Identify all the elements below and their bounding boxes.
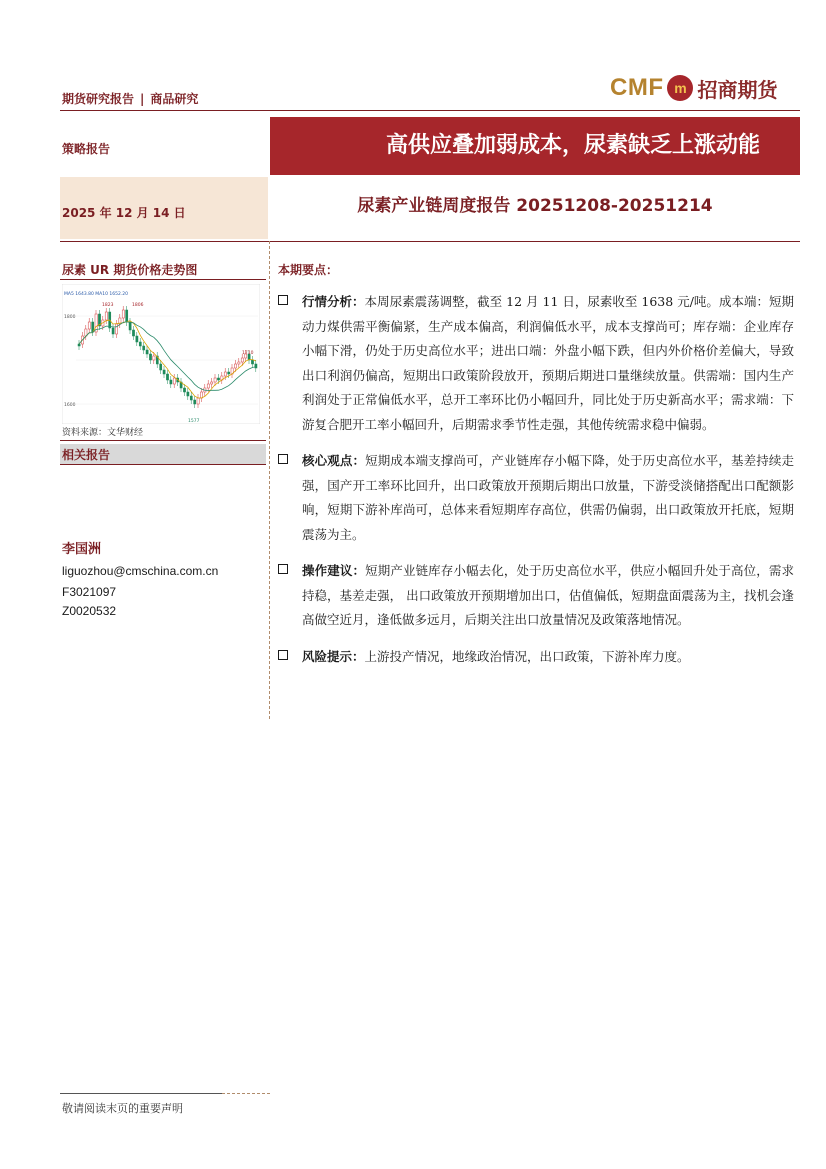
candle [112, 328, 114, 334]
candle [122, 310, 124, 318]
candle [200, 392, 202, 398]
candle [217, 378, 219, 380]
header-category: 期货研究报告 [62, 92, 135, 106]
analyst-email[interactable]: liguozhou@cmschina.com.cn [62, 564, 219, 578]
candle [136, 336, 138, 342]
source-rule [60, 440, 266, 441]
related-rule [60, 464, 266, 465]
price-chart [62, 284, 260, 424]
candle [160, 364, 162, 370]
candle [190, 396, 192, 400]
candle [143, 346, 145, 350]
candle [132, 330, 134, 336]
license-z: Z0020532 [62, 604, 117, 618]
company-logo [610, 72, 777, 104]
candle [238, 362, 240, 364]
candle [129, 322, 131, 330]
bullet-label: 行情分析： [302, 294, 365, 309]
logo-cn-text: 招商期货 [697, 77, 778, 102]
header-section: 商品研究 [150, 92, 199, 106]
logo-badge-icon: m [667, 75, 693, 101]
bullet-label: 操作建议： [302, 563, 366, 578]
candle [163, 370, 165, 374]
report-date: 2025 年 12 月 14 日 [62, 206, 186, 220]
header-divider [60, 110, 800, 111]
related-reports-title: 相关报告 [62, 448, 111, 462]
peak-label: 1710 [242, 351, 254, 356]
header-breadcrumb [62, 90, 198, 107]
key-points-list [278, 290, 794, 681]
candle [149, 354, 151, 360]
footer-dash [222, 1093, 270, 1094]
bullet-text: 短期成本端支撑尚可，产业链库存小幅下降，处于历史高位水平，基差持续走强，国产开工率环比回升，出口政策放开预期后期出口放量，下游受淡储搭配出口配额影响，短期下游补库尚可，总体来看短期库存高位，供需仍偏弱，出口政策放开托底，短期震荡为主。 [302, 453, 794, 542]
candle [224, 372, 226, 376]
candle [255, 364, 257, 368]
checkbox-bullet-icon [278, 650, 288, 660]
bullet-text: 短期产业链库存小幅去化，处于历史高位水平，供应小幅回升处于高位，需求持稳，基差走强， 出口政策放开预期增加出口，估值偏低，短期盘面震荡为主，找机会逢高做空近月，逢低做多远月，后期关注出口放量情况及政策落地情况。 [302, 563, 794, 627]
candle [173, 378, 175, 384]
candle [241, 358, 243, 362]
key-points-title: 本期要点： [278, 263, 339, 277]
candle [207, 384, 209, 388]
candle [197, 398, 199, 404]
chart-tick-top: 1800 [64, 315, 76, 320]
license-f: F3021097 [62, 585, 117, 599]
candle [78, 344, 80, 346]
bullet-core-view [278, 449, 794, 547]
candle [170, 380, 172, 384]
candle [146, 350, 148, 354]
low-label: 1577 [188, 419, 200, 424]
checkbox-bullet-icon [278, 564, 288, 574]
chart-title: 尿素 UR 期货价格走势图 [62, 263, 198, 277]
checkbox-bullet-icon [278, 295, 288, 305]
chart-legend: MA5 1643.80 MA10 1652.20 [64, 292, 129, 297]
column-divider [269, 241, 270, 719]
header-separator: | [140, 92, 145, 106]
analyst-name: 李国洲 [62, 542, 102, 557]
candle [88, 322, 90, 329]
candle [187, 392, 189, 396]
chart-frame [62, 284, 260, 424]
candle [126, 310, 128, 322]
candle [105, 312, 107, 320]
candle [251, 360, 253, 364]
chart-title-rule [60, 279, 266, 280]
report-title: 高供应叠加弱成本，尿素缺乏上涨动能 [385, 133, 760, 158]
candle [166, 374, 168, 380]
chart-tick-bottom: 1600 [64, 403, 76, 408]
candle [214, 378, 216, 382]
report-subtitle: 尿素产业链周度报告 20251208-20251214 [357, 196, 713, 216]
logo-text: CMF [610, 74, 664, 101]
footer-disclaimer: 敬请阅读末页的重要声明 [62, 1102, 183, 1115]
bullet-label: 核心观点： [302, 453, 366, 468]
candle [228, 372, 230, 374]
candle [139, 342, 141, 346]
footer-rule [60, 1093, 222, 1094]
title-divider [60, 241, 800, 242]
bullet-label: 风险提示： [302, 648, 365, 664]
peak-label: 1806 [132, 303, 144, 308]
peak-label: 1823 [102, 303, 114, 308]
bullet-risk-warning [278, 645, 794, 670]
chart-source: 资料来源：文华财经 [62, 428, 144, 438]
bullet-text: 本周尿素震荡调整，截至 12 月 11 日，尿素收至 1638 元/吨。成本端：短期动力煤供需平衡偏紧，生产成本偏高，利润偏低水平，成本支撑尚可；库存端：企业库存小幅下滑，仍处于历史高位水平；进出口端：外盘小幅下跌，但内外价格价差偏大，导致出口利润仍偏高，短期出口政策阶段放开，预期后期进口量继续放量。供需端：国内生产利润处于正常偏低水平，总开工率环比仍小幅回升，同比处于历史新高水平；需求端：下游复合肥开工率小幅回升，后期需求季节性走强，其他传统需求稳中偏弱。 [302, 294, 794, 432]
candle [211, 382, 213, 384]
candle [234, 364, 236, 368]
candle [115, 324, 117, 334]
candle [194, 400, 196, 404]
candle [153, 356, 155, 360]
checkbox-bullet-icon [278, 454, 288, 464]
bullet-market-analysis [278, 290, 794, 437]
bullet-text: 上游投产情况，地缘政治情况，出口政策，下游补库力度。 [364, 648, 690, 664]
bullet-operation-advice [278, 559, 794, 633]
candle [183, 388, 185, 392]
report-type: 策略报告 [62, 142, 111, 156]
